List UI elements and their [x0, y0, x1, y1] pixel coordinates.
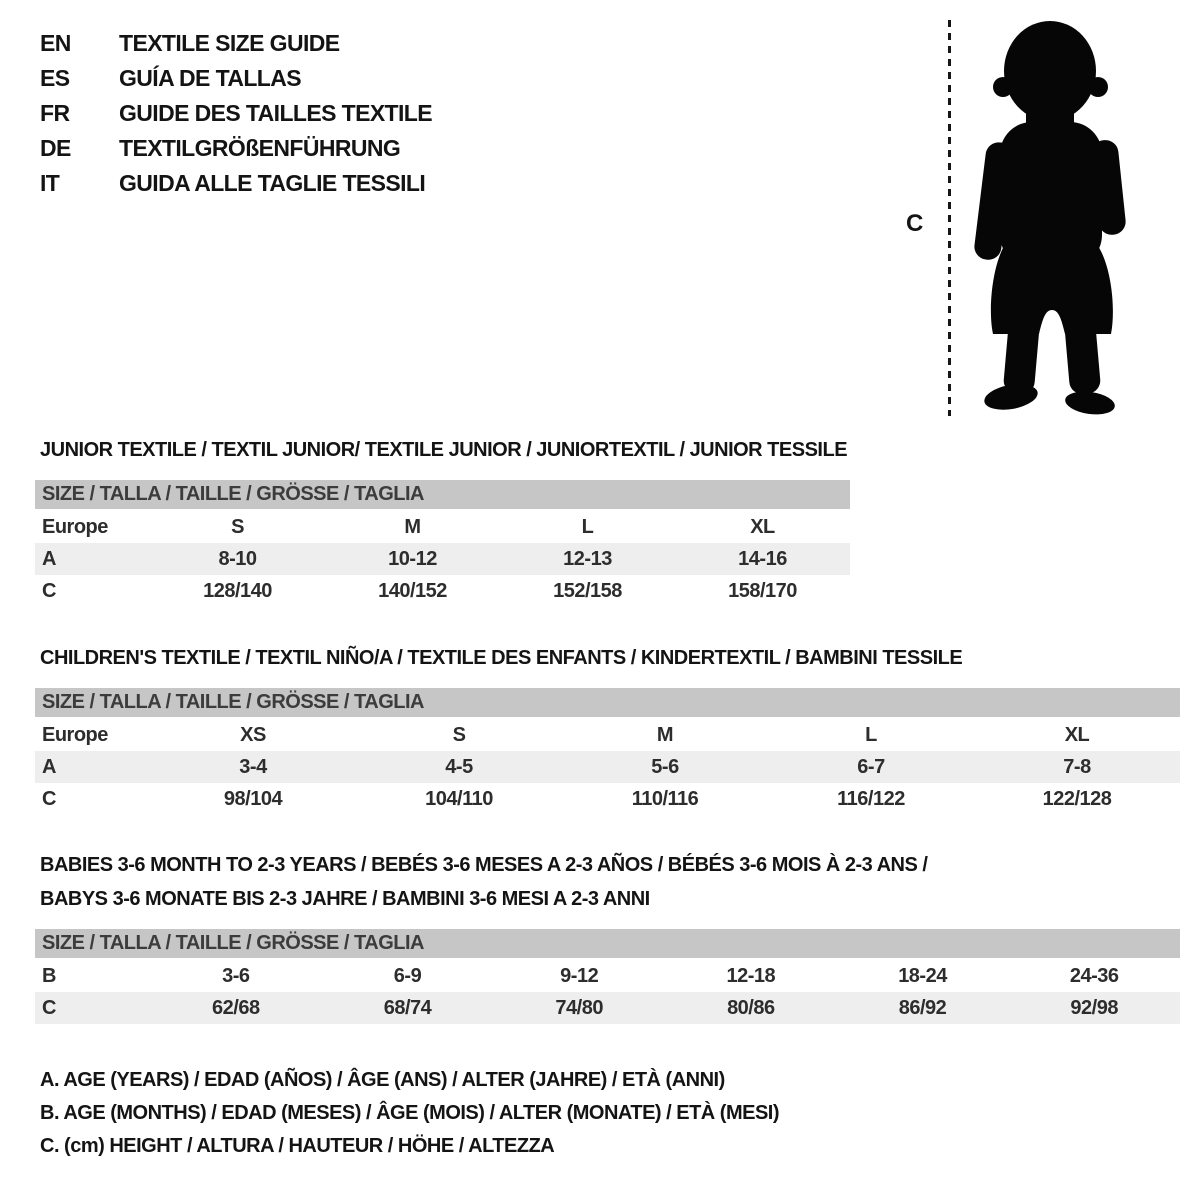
column-header: S — [452, 723, 466, 746]
row-label: C — [42, 787, 56, 810]
language-title-list — [40, 26, 432, 201]
table-row — [35, 543, 850, 575]
cell: 68/74 — [383, 996, 432, 1019]
cell: 140/152 — [378, 579, 447, 602]
legend — [40, 1064, 779, 1163]
cell: 62/68 — [212, 996, 260, 1019]
cell: 4-5 — [445, 755, 473, 778]
section-titles — [40, 848, 1180, 916]
table-header-row — [35, 511, 850, 543]
cell: 3-6 — [222, 964, 250, 987]
cell: 98/104 — [223, 787, 283, 810]
cell: 12-18 — [726, 964, 776, 987]
cell: 92/98 — [1070, 996, 1118, 1019]
cell: 3-4 — [239, 755, 267, 778]
section-children — [35, 641, 1180, 815]
size-header-bar: SIZE / TALLA / TAILLE / GRÖSSE / TAGLIA — [35, 480, 850, 509]
table-row — [35, 783, 1180, 815]
column-header: M — [656, 723, 674, 746]
language-code: ES — [40, 65, 70, 91]
cell: 122/128 — [1042, 787, 1112, 810]
language-row — [40, 166, 432, 201]
row-label: C — [42, 579, 56, 602]
cell: 18-24 — [898, 964, 947, 987]
legend-line: B. AGE (MONTHS) / EDAD (MESES) / ÂGE (MOIS) / ALTER (MONATE) / ETÀ (MESI) — [40, 1102, 780, 1124]
toddler-silhouette-icon — [966, 14, 1138, 420]
column-header: XL — [750, 515, 775, 538]
column-header: XL — [1064, 723, 1090, 746]
row-label: C — [42, 996, 56, 1019]
column-header: XS — [240, 723, 266, 746]
cell: 14-16 — [738, 547, 787, 570]
cell: 104/110 — [425, 787, 493, 810]
language-title: TEXTILE SIZE GUIDE — [119, 30, 340, 56]
table-row — [35, 751, 1180, 783]
section-babies — [35, 848, 1180, 1024]
language-title: GUIDA ALLE TAGLIE TESSILI — [119, 170, 426, 196]
cell: 7-8 — [1063, 755, 1091, 778]
cell: 128/140 — [203, 579, 272, 602]
column-header: S — [231, 515, 244, 538]
cell: 24-36 — [1069, 964, 1119, 987]
section-title: JUNIOR TEXTILE / TEXTIL JUNIOR/ TEXTILE JUNIOR / JUNIORTEXTIL / JUNIOR TESSILE — [40, 439, 848, 461]
cell: 116/122 — [837, 787, 905, 810]
language-code: EN — [40, 30, 71, 56]
table-header-row — [35, 719, 1180, 751]
language-code: DE — [40, 135, 71, 161]
language-title: GUIDE DES TAILLES TEXTILE — [119, 100, 432, 126]
height-measure-label: C — [906, 210, 924, 237]
row-label: B — [42, 964, 56, 987]
cell: 74/80 — [555, 996, 603, 1019]
section-junior — [35, 433, 850, 607]
language-row — [40, 61, 432, 96]
cell: 10-12 — [388, 547, 437, 570]
row-label-header: Europe — [42, 723, 108, 746]
section-title: BABYS 3-6 MONATE BIS 2-3 JAHRE / BAMBINI 3-6 MESI A 2-3 ANNI — [40, 888, 650, 910]
size-header-bar: SIZE / TALLA / TAILLE / GRÖSSE / TAGLIA — [35, 929, 1180, 958]
table-row — [35, 992, 1180, 1024]
table-row — [35, 575, 850, 607]
table-row — [35, 960, 1180, 992]
cell: 6-9 — [393, 964, 422, 987]
cell: 158/170 — [728, 579, 797, 602]
language-row — [40, 96, 432, 131]
cell: 86/92 — [898, 996, 947, 1019]
language-title: GUÍA DE TALLAS — [119, 65, 301, 91]
cell: 8-10 — [218, 547, 257, 570]
language-row — [40, 26, 432, 61]
section-titles — [40, 641, 1180, 675]
cell: 12-13 — [563, 547, 612, 570]
row-label: A — [42, 547, 56, 570]
language-code: IT — [40, 170, 60, 196]
height-dashed-line — [948, 20, 951, 416]
language-row — [40, 131, 432, 166]
row-label: A — [42, 755, 56, 778]
column-header: M — [404, 515, 421, 538]
language-code: FR — [40, 100, 70, 126]
section-title: CHILDREN'S TEXTILE / TEXTIL NIÑO/A / TEXTILE DES ENFANTS / KINDERTEXTIL / BAMBINI TESSILE — [40, 647, 963, 669]
section-titles — [40, 433, 850, 467]
column-header: L — [581, 515, 594, 538]
size-header-bar: SIZE / TALLA / TAILLE / GRÖSSE / TAGLIA — [35, 688, 1180, 717]
section-title: BABIES 3-6 MONTH TO 2-3 YEARS / BEBÉS 3-6 MESES A 2-3 AÑOS / BÉBÉS 3-6 MOIS À 2-3 ANS / — [40, 854, 928, 876]
cell: 80/86 — [727, 996, 775, 1019]
language-title: TEXTILGRÖßENFÜHRUNG — [119, 135, 401, 161]
cell: 6-7 — [857, 755, 885, 778]
column-header: L — [865, 723, 877, 746]
cell: 110/116 — [631, 787, 699, 810]
cell: 9-12 — [560, 964, 599, 987]
legend-line: A. AGE (YEARS) / EDAD (AÑOS) / ÂGE (ANS) / ALTER (JAHRE) / ETÀ (ANNI) — [40, 1069, 725, 1091]
cell: 152/158 — [553, 579, 622, 602]
row-label-header: Europe — [42, 515, 108, 538]
legend-line: C. (cm) HEIGHT / ALTURA / HAUTEUR / HÖHE / ALTEZZA — [40, 1135, 555, 1157]
cell: 5-6 — [651, 755, 679, 778]
